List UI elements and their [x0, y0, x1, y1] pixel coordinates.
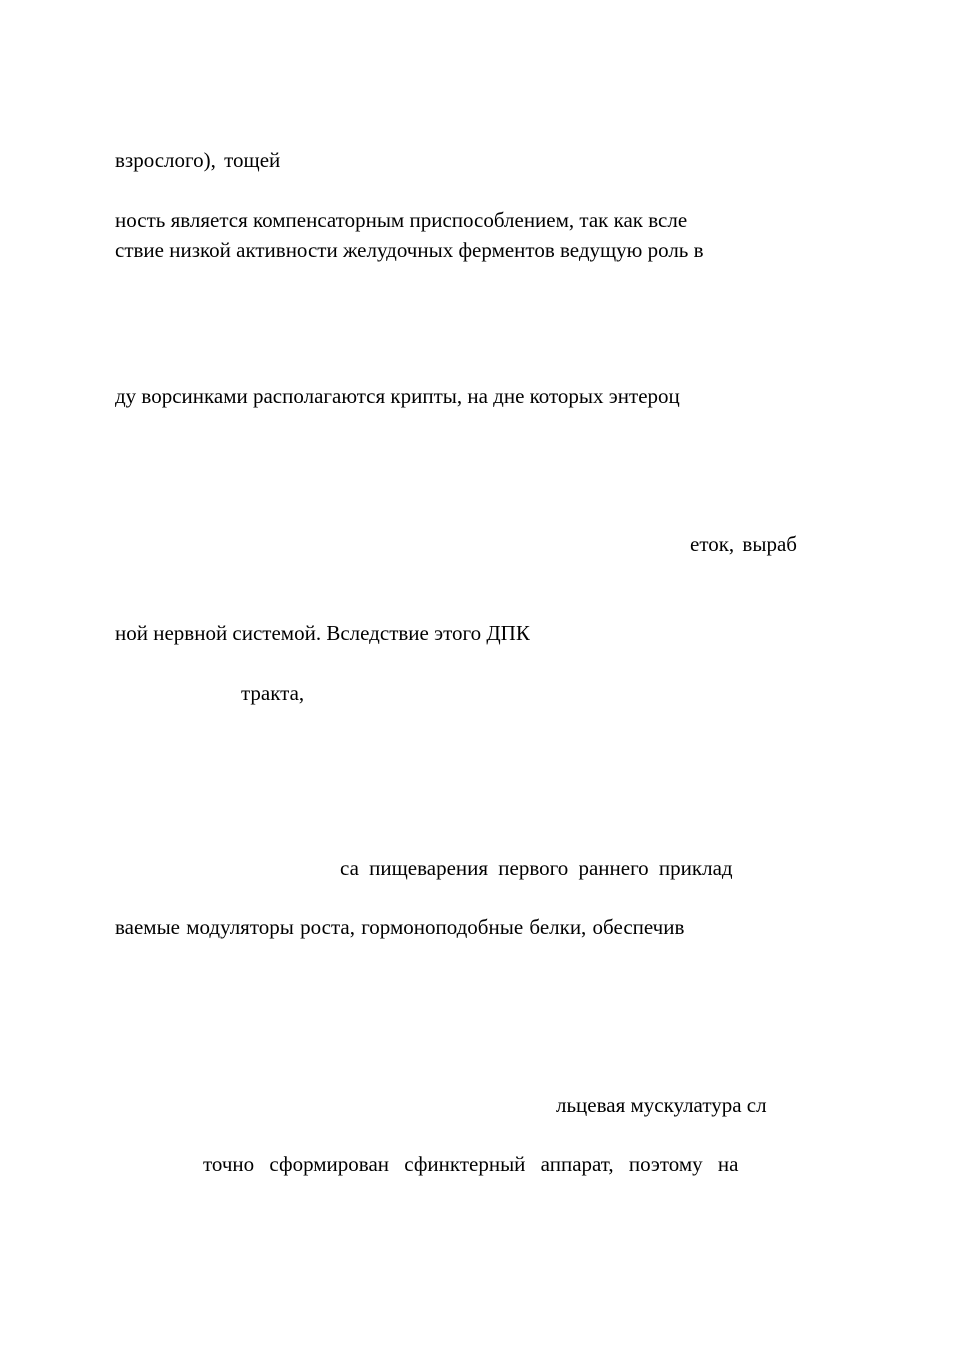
text-line: ность является компенсаторным приспособлением, так как всле — [115, 208, 688, 232]
text-line: ду ворсинками располагаются крипты, на дне которых энтероц — [115, 384, 680, 408]
text-line: еток, выраб — [690, 532, 797, 556]
text-line: ствие низкой активности желудочных ферментов ведущую роль в — [115, 238, 704, 262]
text-line: взрослого), тощей — [115, 148, 281, 172]
text-line: льцевая мускулатура сл — [556, 1093, 767, 1117]
text-line: точно сформирован сфинктерный аппарат, поэтому на — [203, 1152, 739, 1176]
text-line: ной нервной системой. Вследствие этого ДПК — [115, 621, 530, 645]
text-line: ваемые модуляторы роста, гормоноподобные белки, обеспечив — [115, 915, 685, 939]
text-line: тракта, — [241, 681, 305, 705]
text-line: са пищеварения первого раннего приклад — [340, 856, 733, 880]
